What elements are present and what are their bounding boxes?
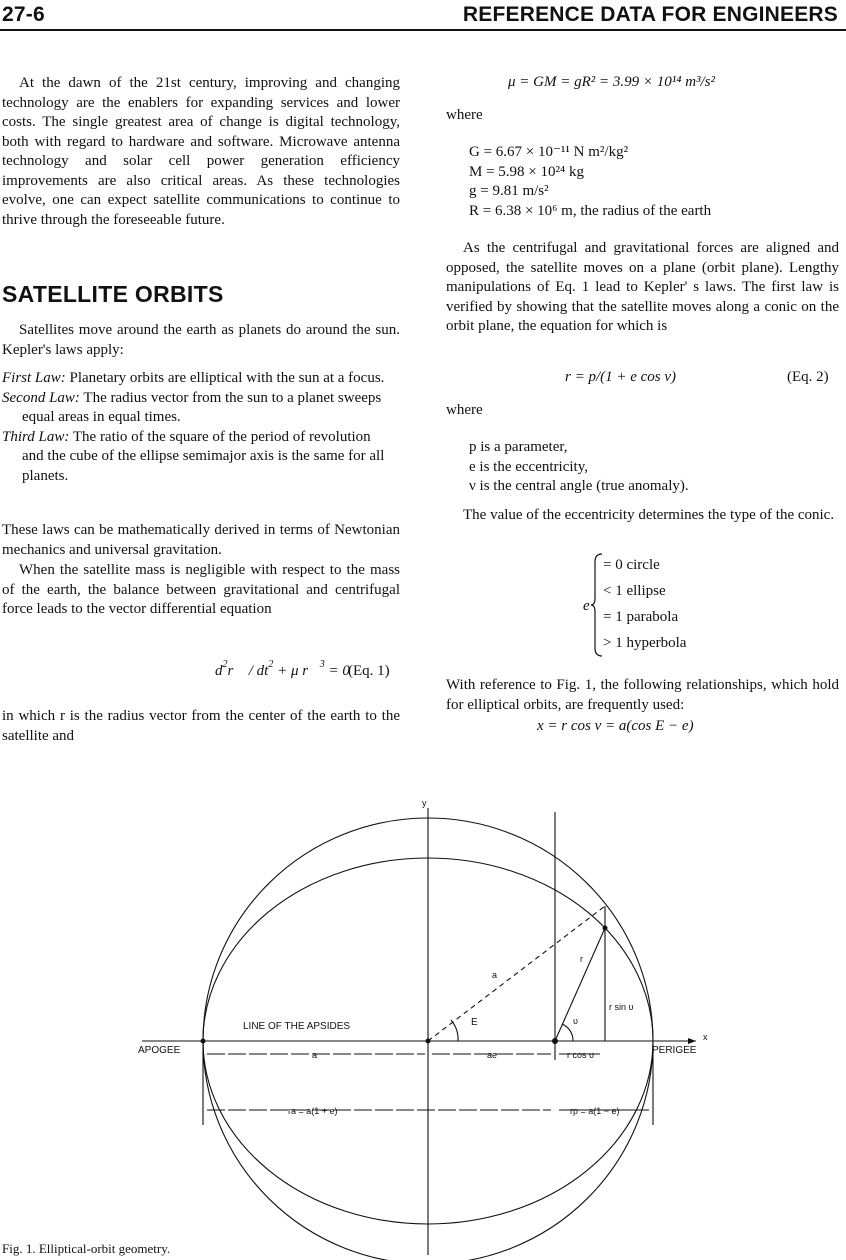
v-label: υ: [573, 1016, 578, 1026]
conic-circle: = 0 circle: [603, 557, 660, 573]
r-cos-v-label: r cos υ: [567, 1050, 594, 1060]
y-axis-label: y: [422, 798, 427, 808]
third-law: Third Law: The ratio of the square of the period of revolution and the cube of the ellipse semimajor axis is the same for all planets.: [2, 428, 385, 484]
line-of-apsides-label: LINE OF THE APSIDES: [243, 1021, 351, 1032]
conic-parabola: = 1 parabola: [603, 609, 679, 625]
equation-2-label: (Eq. 2): [787, 369, 829, 385]
r-label: r: [580, 954, 583, 964]
where-label-2: where: [446, 402, 483, 418]
ra-label: ra = a(1 + e): [288, 1106, 338, 1116]
definition-p: p is a parameter,: [469, 439, 568, 455]
radius-a-dashed: [428, 906, 605, 1041]
equation-1: $d^2r⃗ / dt^2 + \mu$ r⃗$^3$ = 0: [215, 659, 350, 679]
intro-paragraph: At the dawn of the 21st century, improving and changing technology are the enablers for expanding services and lower costs. The single greatest area of change is digital technology, both with regard to hardware and software. Microwave antenna technology and solar cell power generation efficiency improvements are also critical areas. As these technologies evolve, one can expect satellite communications to continue to thrive through the foreseeable future.: [2, 75, 400, 228]
figure-caption: Fig. 1. Elliptical-orbit geometry.: [2, 1241, 171, 1256]
E-label: E: [471, 1017, 478, 1028]
r-sin-v-label: r sin υ: [609, 1002, 634, 1012]
conic-hyperbola: > 1 hyperbola: [603, 635, 687, 651]
x-equation: x = r cos ν = a(cos E − e): [537, 718, 694, 734]
mass-paragraph: When the satellite mass is negligible with respect to the mass of the earth, the balance between gravitational and centrifugal force leads to the vector differential equation: [2, 562, 400, 617]
page-number: 27-6: [2, 3, 45, 26]
conic-variable: e: [583, 598, 590, 614]
derived-paragraph: These laws can be mathematically derived in terms of Newtonian mechanics and universal gravitation.: [2, 522, 400, 558]
running-title: REFERENCE DATA FOR ENGINEERS: [462, 3, 838, 26]
constant-g: g = 9.81 m/s²: [469, 183, 549, 199]
mu-equation: μ = GM = gR² = 3.99 × 10¹⁴ m³/s²: [508, 74, 716, 90]
definition-nu: ν is the central angle (true anomaly).: [469, 478, 689, 494]
second-law: Second Law: The radius vector from the sun to a planet sweeps equal areas in equal times.: [2, 389, 382, 425]
kepler-intro-paragraph: Satellites move around the earth as planets do around the sun. Kepler's laws apply:: [2, 322, 400, 358]
angle-v-arc: [562, 1024, 573, 1041]
conic-ellipse: < 1 ellipse: [603, 583, 666, 599]
dim-a-label: a: [312, 1050, 318, 1060]
eccentricity-paragraph: The value of the eccentricity determines the type of the conic.: [463, 507, 835, 523]
section-heading: SATELLITE ORBITS: [2, 281, 224, 307]
perigee-label: PERIGEE: [652, 1045, 697, 1056]
equation-1-label: (Eq. 1): [348, 663, 390, 679]
constant-R: R = 6.38 × 10⁶ m, the radius of the earth: [469, 202, 712, 219]
which-paragraph: in which r is the radius vector from the center of the earth to the satellite and: [2, 708, 400, 744]
a-label: a: [492, 970, 498, 980]
x-axis-label: x: [703, 1032, 708, 1042]
where-label-1: where: [446, 107, 483, 123]
rp-label: rp = a(1 − e): [570, 1106, 620, 1116]
constant-M: M = 5.98 × 10²⁴ kg: [469, 163, 584, 180]
equation-2: r = p/(1 + e cos ν): [565, 369, 677, 385]
forces-paragraph: As the centrifugal and gravitational forces are aligned and opposed, the satellite moves on a plane (orbit plane). Lengthy manipulations of Eq. 1 lead to Kepler' s laws. The first law is verified by showing that the satellite moves along a conic on the orbit plane, the equation for which is: [446, 240, 839, 334]
figure-reference-paragraph: With reference to Fig. 1, the following relationships, which hold for elliptical orbits, are frequently used:: [446, 677, 839, 713]
definition-e: e is the eccentricity,: [469, 458, 588, 475]
constant-G: G = 6.67 × 10⁻¹¹ N m²/kg²: [469, 144, 629, 160]
dim-ae-label: ae: [487, 1050, 498, 1060]
apogee-label: APOGEE: [138, 1045, 181, 1056]
first-law: First Law: Planetary orbits are elliptical with the sun at a focus.: [2, 370, 385, 386]
